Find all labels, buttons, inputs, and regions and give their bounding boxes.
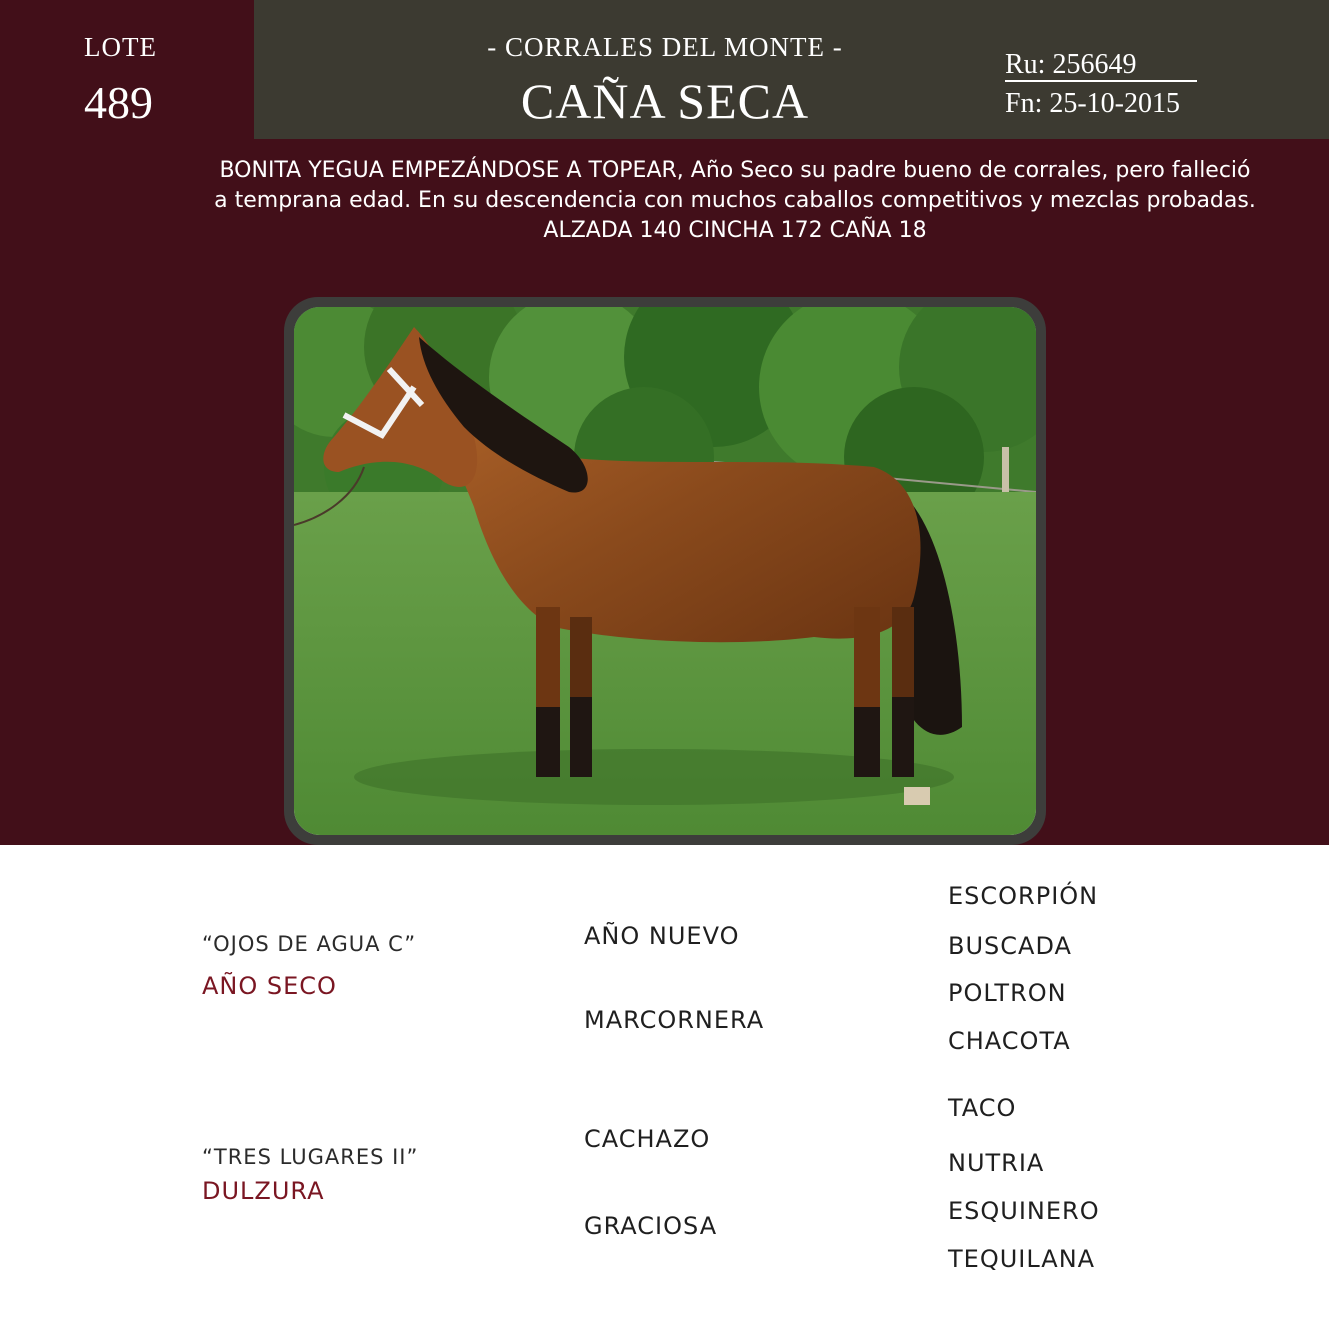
great-grandparent-2: BUSCADA [948, 932, 1072, 960]
dam-name: DULZURA [202, 1177, 325, 1205]
breeder-name: - CORRALES DEL MONTE - [487, 32, 843, 62]
photo-frame [284, 297, 1046, 845]
great-grandparent-6: NUTRIA [948, 1149, 1045, 1177]
great-grandparent-4: CHACOTA [948, 1027, 1071, 1055]
grandparent-1: AÑO NUEVO [584, 922, 740, 950]
sire-name: AÑO SECO [202, 972, 337, 1000]
great-grandparent-7: ESQUINERO [948, 1197, 1100, 1225]
grandparent-3: CACHAZO [584, 1125, 711, 1153]
horse-name: CAÑA SECA [520, 73, 810, 129]
horse-photo-illustration [294, 307, 1036, 835]
great-grandparent-5: TACO [948, 1094, 1017, 1122]
grandparent-4: GRACIOSA [584, 1212, 718, 1240]
horse-description: BONITA YEGUA EMPEZÁNDOSE A TOPEAR, Año Seco su padre bueno de corrales, pero falleció a temprana edad. En su descendencia con muchos caballos competitivos y mezclas probadas. ALZADA 140 CINCHA 172 CAÑA 18 [214, 158, 1256, 243]
great-grandparent-8: TEQUILANA [948, 1245, 1096, 1273]
horse-photo [294, 307, 1036, 835]
sire-breeder: “OJOS DE AGUA C” [202, 932, 417, 956]
registration-number: Ru: 256649 [1005, 50, 1197, 82]
birth-date: Fn: 25-10-2015 [1005, 88, 1180, 119]
great-grandparent-3: POLTRON [948, 979, 1067, 1007]
lot-number: 489 [84, 77, 153, 128]
great-grandparent-1: ESCORPIÓN [948, 882, 1099, 910]
dam-breeder: “TRES LUGARES II” [202, 1145, 419, 1169]
lot-label: LOTE [84, 32, 157, 62]
grandparent-2: MARCORNERA [584, 1006, 765, 1034]
